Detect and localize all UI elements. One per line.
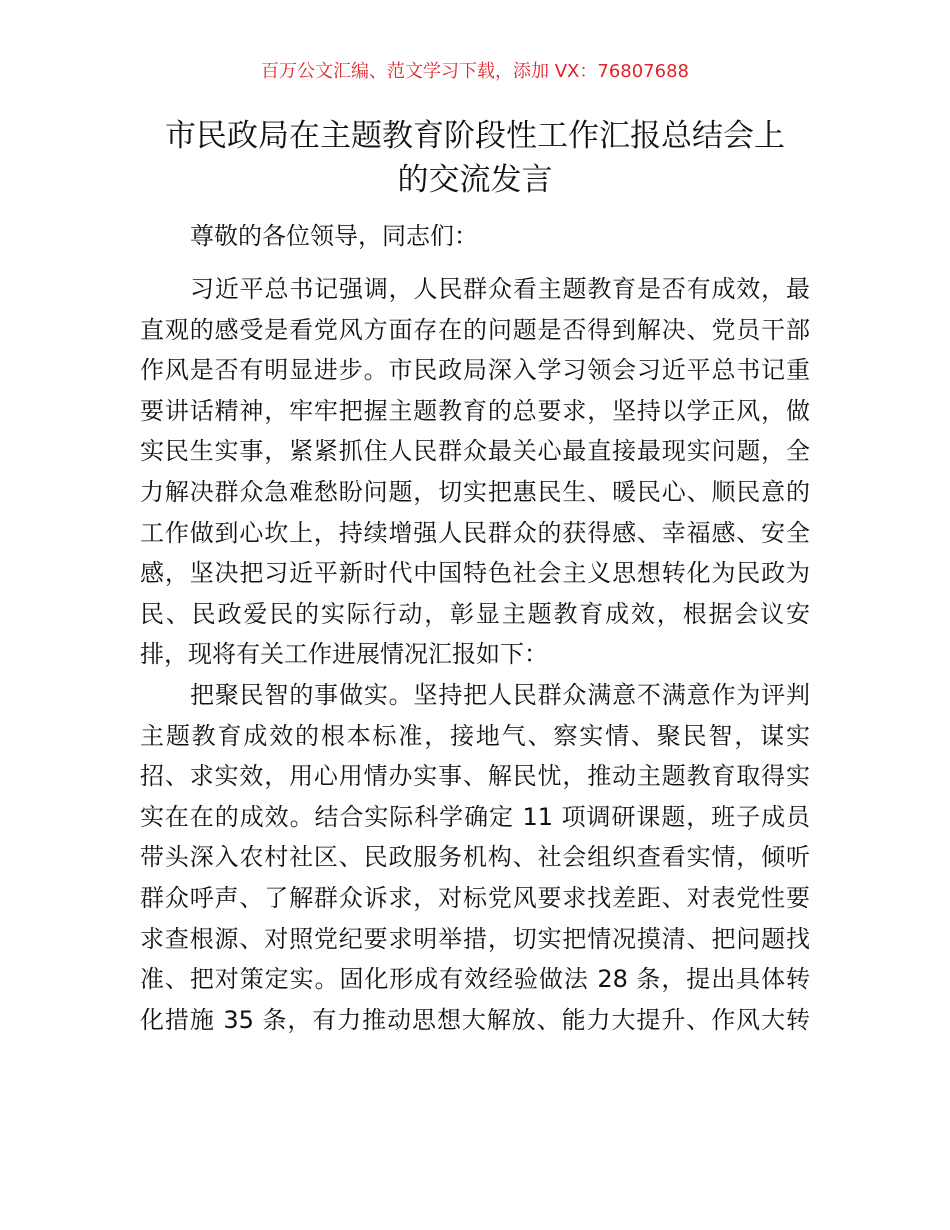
text-line: 求查根源、对照党纪要求明举措，切实把情况摸清、把问题找 [140, 924, 810, 953]
text-line: 作风是否有明显进步。市民政局深入学习领会习近平总书记重 [140, 356, 810, 385]
text-line: 实在在的成效。结合实际科学确定 11 项调研课题，班子成员 [140, 802, 810, 831]
text-line: 实民生实事，紧紧抓住人民群众最关心最直接最现实问题，全 [140, 437, 810, 466]
text-line: 习近平总书记强调，人民群众看主题教育是否有成效，最 [190, 275, 810, 303]
salutation: 尊敬的各位领导，同志们： [190, 222, 478, 250]
text-line: 感，坚决把习近平新时代中国特色社会主义思想转化为民政为 [140, 559, 810, 588]
document-title [120, 114, 830, 202]
text-line: 直观的感受是看党风方面存在的问题是否得到解决、党员干部 [140, 315, 810, 344]
title-line: 市民政局在主题教育阶段性工作汇报总结会上 [165, 118, 785, 154]
text-line: 民、民政爱民的实际行动，彰显主题教育成效，根据会议安 [140, 599, 810, 628]
text-line: 招、求实效，用心用情办实事、解民忧，推动主题教育取得实 [140, 762, 810, 791]
text-line: 群众呼声、了解群众诉求，对标党风要求找差距、对表党性要 [140, 883, 810, 912]
title-line: 的交流发言 [397, 162, 553, 198]
text-line: 要讲话精神，牢牢把握主题教育的总要求，坚持以学正风，做 [140, 396, 810, 425]
text-line: 准、把对策定实。固化形成有效经验做法 28 条，提出具体转 [140, 965, 810, 994]
text-line: 主题教育成效的根本标准，接地气、察实情、聚民智，谋实 [140, 721, 810, 750]
text-line: 力解决群众急难愁盼问题，切实把惠民生、暖民心、顺民意的 [140, 477, 810, 506]
text-line: 化措施 35 条，有力推动思想大解放、能力大提升、作风大转 [140, 1005, 810, 1034]
document-body [140, 269, 810, 1040]
text-line: 排，现将有关工作进展情况汇报如下： [140, 640, 548, 669]
text-line: 把聚民智的事做实。坚持把人民群众满意不满意作为评判 [190, 680, 810, 709]
text-line: 带头深入农村社区、民政服务机构、社会组织查看实情，倾听 [140, 843, 810, 872]
watermark-header: 百万公文汇编、范文学习下载，添加 VX：76807688 [261, 61, 689, 82]
paragraph [140, 269, 810, 675]
text-line: 工作做到心坎上，持续增强人民群众的获得感、幸福感、安全 [140, 518, 810, 547]
paragraph [140, 675, 810, 1040]
